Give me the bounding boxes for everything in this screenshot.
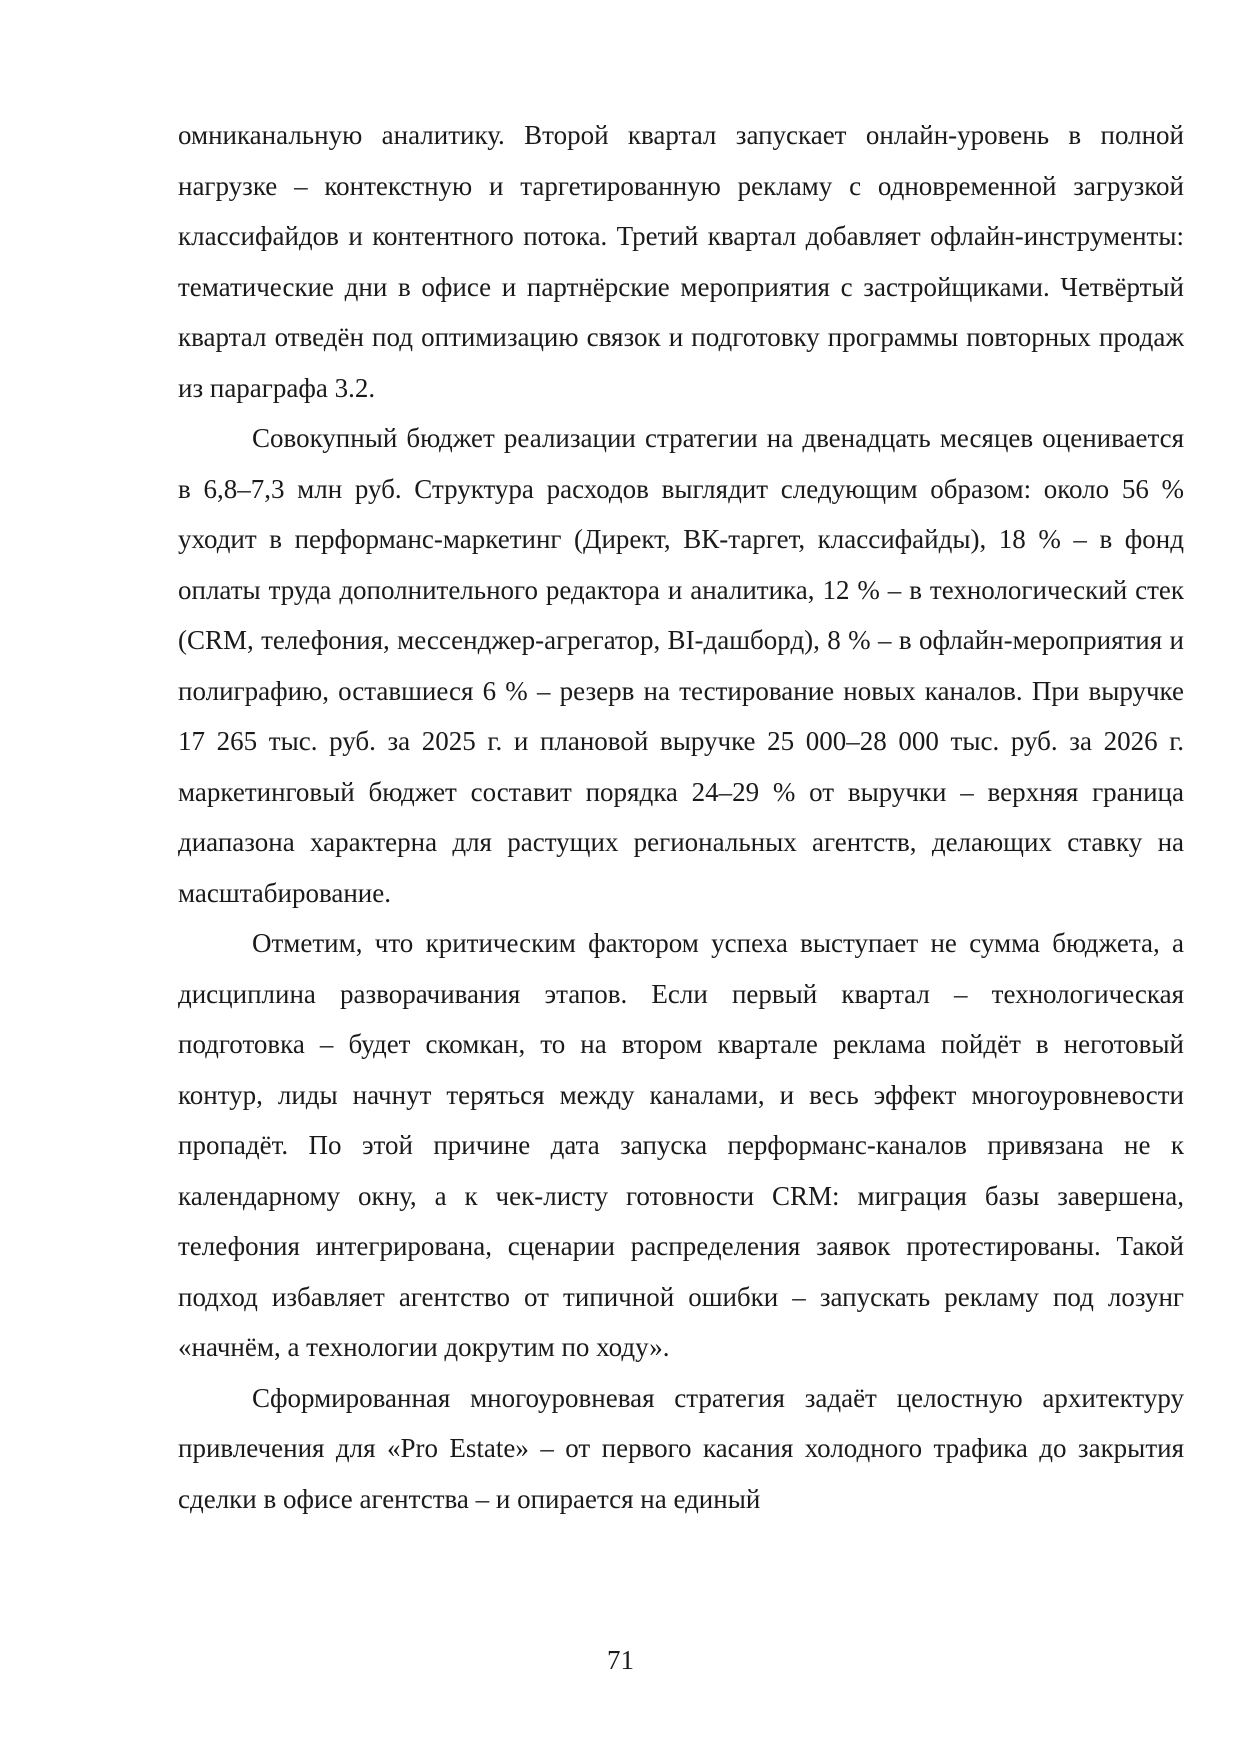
page-number: 71: [607, 1645, 634, 1675]
body-text: [178, 110, 1184, 1524]
paragraph-continuation: омниканальную аналитику. Второй квартал запускает онлайн-уровень в полной нагрузке – контекстную и таргетированную рекламу с одновременной загрузкой классифайдов и контентного потока. Третий квартал добавляет офлайн-инструменты: тематические дни в офисе и партнёрские мероприятия с застройщиками. Четвёртый квартал отведён под оптимизацию связок и подготовку программы повторных продаж из параграфа 3.2.: [178, 120, 1184, 403]
paragraph-strategy-summary: Сформированная многоуровневая стратегия задаёт целостную архитектуру привлечения для «Pro Estate» – от первого касания холодного трафика до закрытия сделки в офисе агентства – и опирается на единый: [178, 1382, 1184, 1514]
paragraph-success-factor: Отметим, что критическим фактором успеха выступает не сумма бюджета, а дисциплина разворачивания этапов. Если первый квартал – технологическая подготовка – будет скомкан, то на втором квартале реклама пойдёт в неготовый контур, лиды начнут теряться между каналами, и весь эффект многоуровневости пропадёт. По этой причине дата запуска перформанс-каналов привязана не к календарному окну, а к чек-листу готовности CRM: миграция базы завершена, телефония интегрирована, сценарии распределения заявок протестированы. Такой подход избавляет агентство от типичной ошибки – запускать рекламу под лозунг «начнём, а технологии докрутим по ходу».: [178, 928, 1184, 1362]
paragraph-budget: Совокупный бюджет реализации стратегии на двенадцать месяцев оценивается в 6,8–7,3 млн руб. Структура расходов выглядит следующим образом: около 56 % уходит в перформанс-маркетинг (Директ, ВК-таргет, классифайды), 18 % – в фонд оплаты труда дополнительного редактора и аналитика, 12 % – в технологический стек (CRM, телефония, мессенджер-агрегатор, BI-дашборд), 8 % – в офлайн-мероприятия и полиграфию, оставшиеся 6 % – резерв на тестирование новых каналов. При выручке 17 265 тыс. руб. за 2025 г. и плановой выручке 25 000–28 000 тыс. руб. за 2026 г. маркетинговый бюджет составит порядка 24–29 % от выручки – верхняя граница диапазона характерна для растущих региональных агентств, делающих ставку на масштабирование.: [178, 423, 1184, 908]
